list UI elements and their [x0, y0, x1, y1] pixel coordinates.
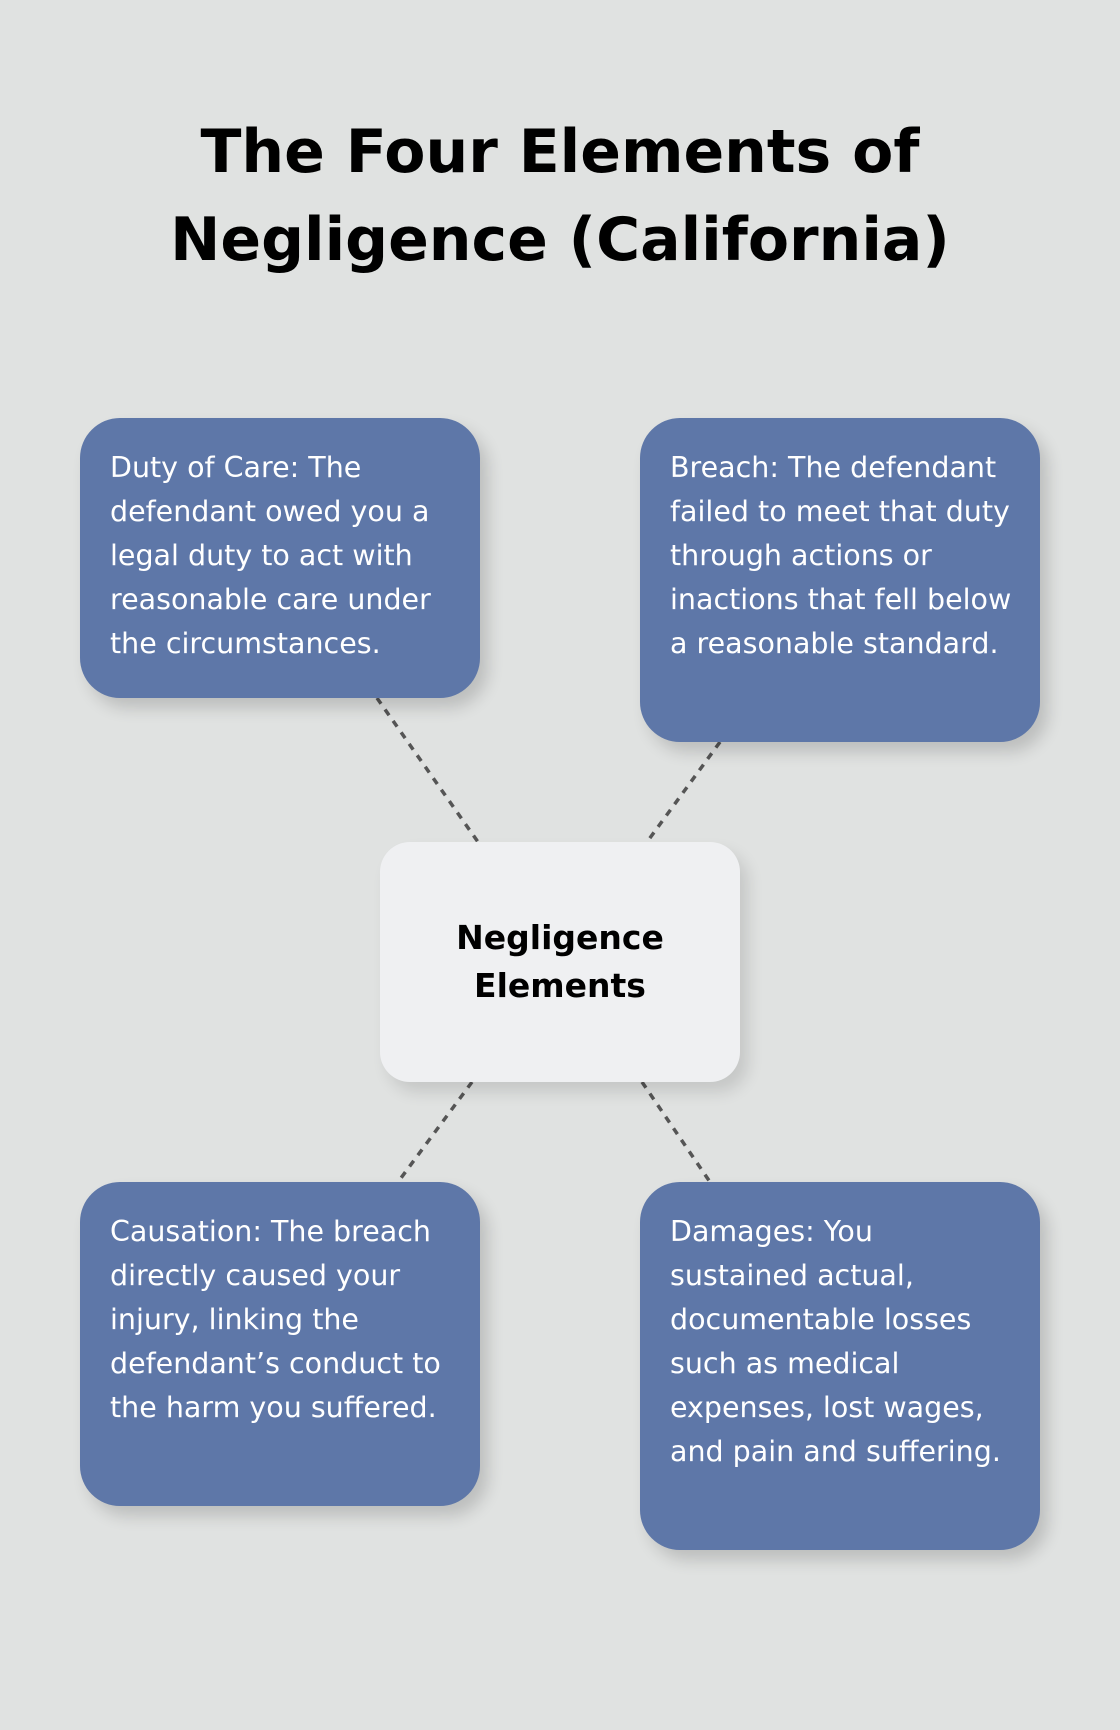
title-line-1: The Four Elements of — [200, 117, 920, 187]
center-label: Negligence Elements — [456, 918, 664, 1005]
element-causation: Causation: The breach directly caused your injury, linking the defendant’s conduct to the harm you suffered. — [80, 1182, 480, 1506]
title-line-2: Negligence (California) — [170, 205, 950, 275]
connector-breach — [647, 742, 720, 842]
element-breach: Breach: The defendant failed to meet that duty through actions or inactions that fell below a reasonable standard. — [640, 418, 1040, 742]
connector-duty — [377, 698, 478, 842]
connector-damages — [642, 1082, 710, 1182]
center-node — [380, 842, 740, 1082]
element-damages: Damages: You sustained actual, documentable losses such as medical expenses, lost wages, and pain and suffering. — [640, 1182, 1040, 1550]
connector-causation — [398, 1082, 472, 1182]
element-duty-of-care: Duty of Care: The defendant owed you a legal duty to act with reasonable care under the circumstances. — [80, 418, 480, 698]
